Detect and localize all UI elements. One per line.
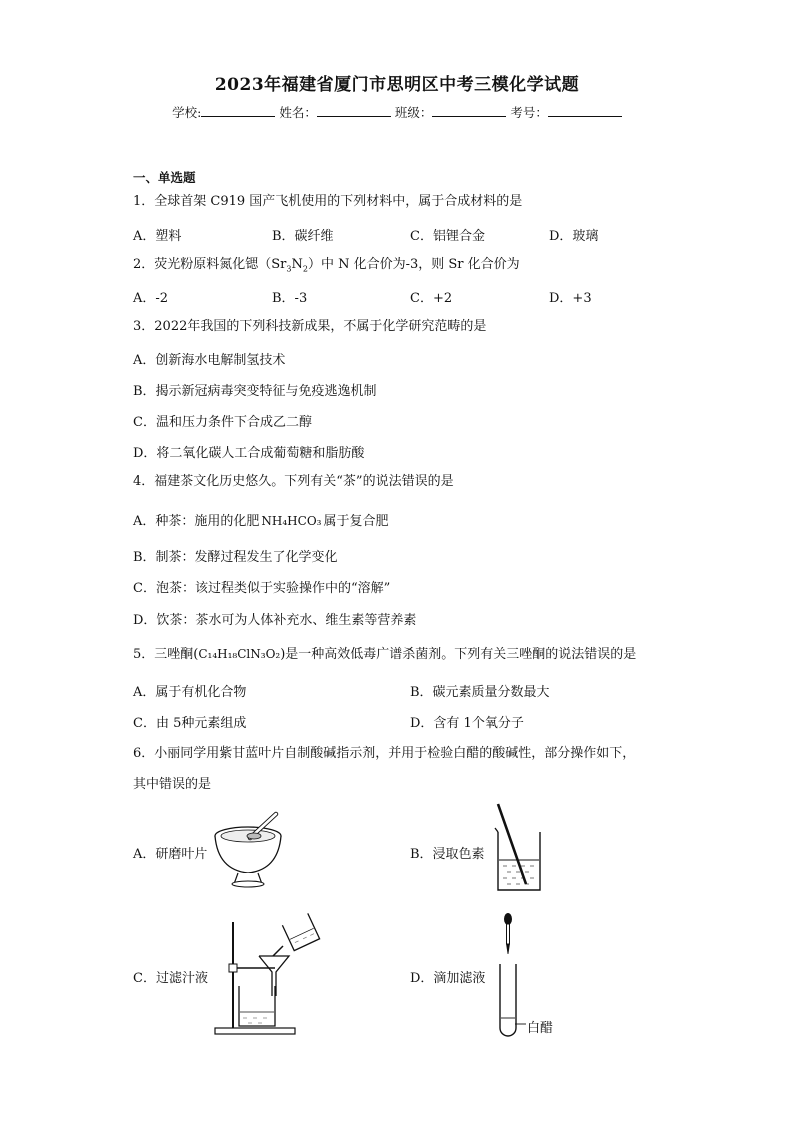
vinegar-label: 白醋	[527, 1021, 554, 1036]
q3-option-c[interactable]: C．温和压力条件下合成乙二醇	[133, 415, 312, 430]
q5-option-d[interactable]: D．含有 1个氧分子	[410, 716, 524, 731]
question-2-stem: 2．荧光粉原料氮化锶$(Sr_3N_2)$中 N 化合价为-3，则 Sr 化合价为	[133, 257, 520, 274]
q2-option-a[interactable]: A．-2	[133, 291, 169, 306]
q4-option-a[interactable]: A．种茶：施用的化肥 NH₄HCO₃ 属于复合肥	[133, 514, 389, 529]
exam-no-blank[interactable]	[548, 104, 622, 117]
q1-option-a[interactable]: A．塑料	[133, 229, 182, 244]
school-label: 学校:	[172, 105, 202, 120]
q4-option-c[interactable]: C．泡茶：该过程类似于实验操作中的“溶解”	[133, 581, 391, 596]
question-6-stem-line1: 6．小丽同学用紫甘蓝叶片自制酸碱指示剂，并用于检验白醋的酸碱性，部分操作如下，	[133, 746, 636, 761]
question-3-stem: 3．2022年我国的下列科技新成果，不属于化学研究范畴的是	[133, 319, 487, 334]
name-label: 姓名：	[279, 105, 317, 120]
beaker-glass-rod-figure	[488, 800, 548, 896]
q2-option-b[interactable]: B．-3	[272, 291, 308, 306]
q4-option-b[interactable]: B．制茶：发酵过程发生了化学变化	[133, 550, 338, 565]
student-info-line	[0, 103, 794, 121]
q5-option-b[interactable]: B．碳元素质量分数最大	[410, 685, 550, 700]
q6-option-c[interactable]: C．过滤汁液	[133, 971, 208, 986]
page-title: 2023年福建省厦门市思明区中考三模化学试题	[214, 75, 580, 95]
q5-option-a[interactable]: A．属于有机化合物	[133, 685, 247, 700]
dropper-test-tube-figure	[488, 912, 528, 1038]
section-heading: 一、单选题	[133, 170, 196, 185]
q1-option-c[interactable]: C．铝锂合金	[410, 229, 485, 244]
q3-option-a[interactable]: A．创新海水电解制氢技术	[133, 353, 286, 368]
q1-option-d[interactable]: D．玻璃	[549, 229, 599, 244]
question-5-stem: 5．三唑酮(C₁₄H₁₈ClN₃O₂)是一种高效低毒广谱杀菌剂。下列有关三唑酮的说法错误的是	[133, 647, 637, 662]
name-blank[interactable]	[317, 104, 391, 117]
class-blank[interactable]	[432, 104, 506, 117]
q6-option-a[interactable]: A．研磨叶片	[133, 847, 208, 862]
question-1-stem: 1．全球首架 C919 国产飞机使用的下列材料中，属于合成材料的是	[133, 194, 523, 209]
question-6-stem-line2: 其中错误的是	[133, 777, 212, 792]
question-4-stem: 4．福建茶文化历史悠久。下列有关“茶”的说法错误的是	[133, 474, 454, 489]
q6-option-b[interactable]: B．浸取色素	[410, 847, 485, 862]
exam-no-label: 考号：	[510, 105, 548, 120]
class-label: 班级：	[394, 105, 433, 120]
q5-option-c[interactable]: C．由 5种元素组成	[133, 716, 247, 731]
q1-option-b[interactable]: B．碳纤维	[272, 229, 334, 244]
q3-option-d[interactable]: D．将二氧化碳人工合成葡萄糖和脂肪酸	[133, 446, 365, 461]
q4-option-d[interactable]: D．饮茶：茶水可为人体补充水、维生素等营养素	[133, 613, 417, 628]
school-blank[interactable]	[201, 104, 275, 117]
q3-option-b[interactable]: B．揭示新冠病毒突变特征与免疫逃逸机制	[133, 384, 377, 399]
mortar-pestle-figure	[210, 810, 290, 892]
q2-option-c[interactable]: C．+2	[410, 291, 453, 306]
q2-option-d[interactable]: D．+3	[549, 291, 592, 306]
filtration-figure	[213, 912, 321, 1036]
q6-option-d[interactable]: D．滴加滤液	[410, 971, 486, 986]
